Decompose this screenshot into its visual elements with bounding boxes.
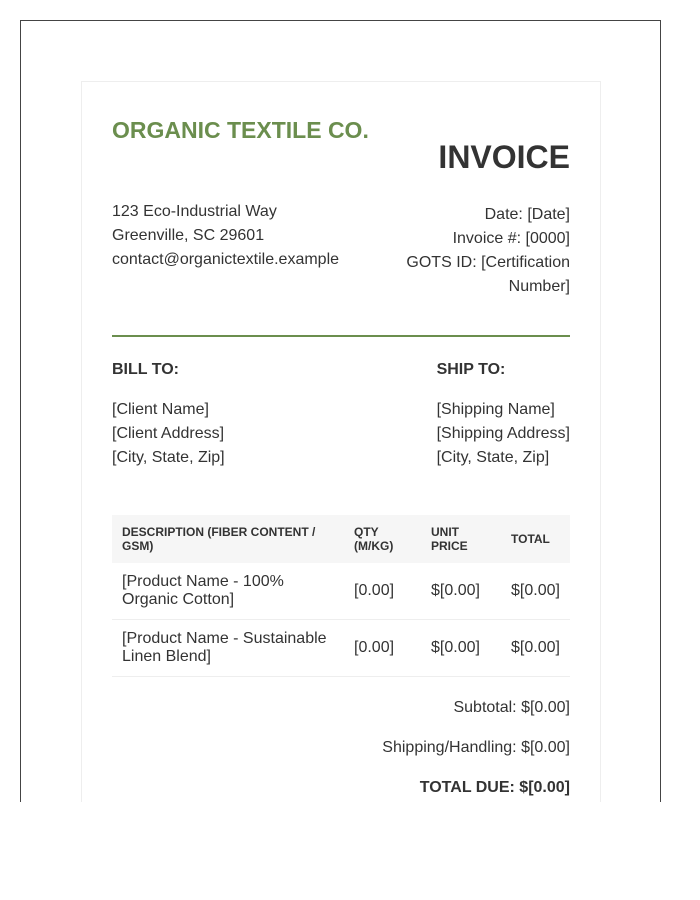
ship-to-address: [Shipping Address] (436, 425, 570, 442)
invoice-meta (390, 203, 570, 299)
ship-to-name: [Shipping Name] (436, 401, 555, 418)
bill-to-city-state-zip: [City, State, Zip] (112, 449, 225, 466)
item-qty: [0.00] (344, 620, 421, 677)
bill-to-heading: BILL TO: (112, 361, 179, 378)
invoice-date: Date: [Date] (484, 206, 570, 223)
header-divider (112, 335, 570, 337)
bill-to-client-name: [Client Name] (112, 401, 209, 418)
gots-id: GOTS ID: [Certification Number] (406, 254, 570, 295)
address-line-city: Greenville, SC 29601 (112, 227, 265, 244)
invoice-number: Invoice #: [0000] (452, 230, 570, 247)
item-unit-price: $[0.00] (421, 620, 501, 677)
item-total: $[0.00] (501, 620, 570, 677)
subtotal: Subtotal: $[0.00] (453, 699, 570, 716)
company-name: ORGANIC TEXTILE CO. (112, 117, 369, 143)
invoice-title: INVOICE (438, 139, 570, 175)
header-qty: QTY (M/KG) (344, 515, 421, 563)
totals-block (382, 696, 570, 816)
table-row (112, 563, 570, 620)
line-items-table (112, 515, 570, 677)
item-qty: [0.00] (344, 563, 421, 620)
ship-to-heading: SHIP TO: (436, 361, 506, 378)
address-line-email: contact@organictextile.example (112, 251, 340, 268)
ship-to-block (437, 358, 570, 470)
total-due: TOTAL DUE: $[0.00] (419, 779, 570, 796)
table-header-row (112, 515, 570, 563)
bill-to-block (112, 358, 225, 470)
company-address (112, 200, 339, 272)
shipping-handling: Shipping/Handling: $[0.00] (382, 739, 570, 756)
ship-to-city-state-zip: [City, State, Zip] (436, 449, 550, 466)
item-description: [Product Name - Sustainable Linen Blend] (112, 620, 344, 677)
bill-to-client-address: [Client Address] (112, 425, 225, 442)
item-unit-price: $[0.00] (421, 563, 501, 620)
invoice-document (81, 81, 601, 802)
header-total: TOTAL (501, 515, 570, 563)
table-row (112, 620, 570, 677)
header-description: DESCRIPTION (FIBER CONTENT / GSM) (112, 515, 344, 563)
address-line-street: 123 Eco-Industrial Way (112, 203, 277, 220)
header-unit-price: UNIT PRICE (421, 515, 501, 563)
item-total: $[0.00] (501, 563, 570, 620)
item-description: [Product Name - 100% Organic Cotton] (112, 563, 344, 620)
